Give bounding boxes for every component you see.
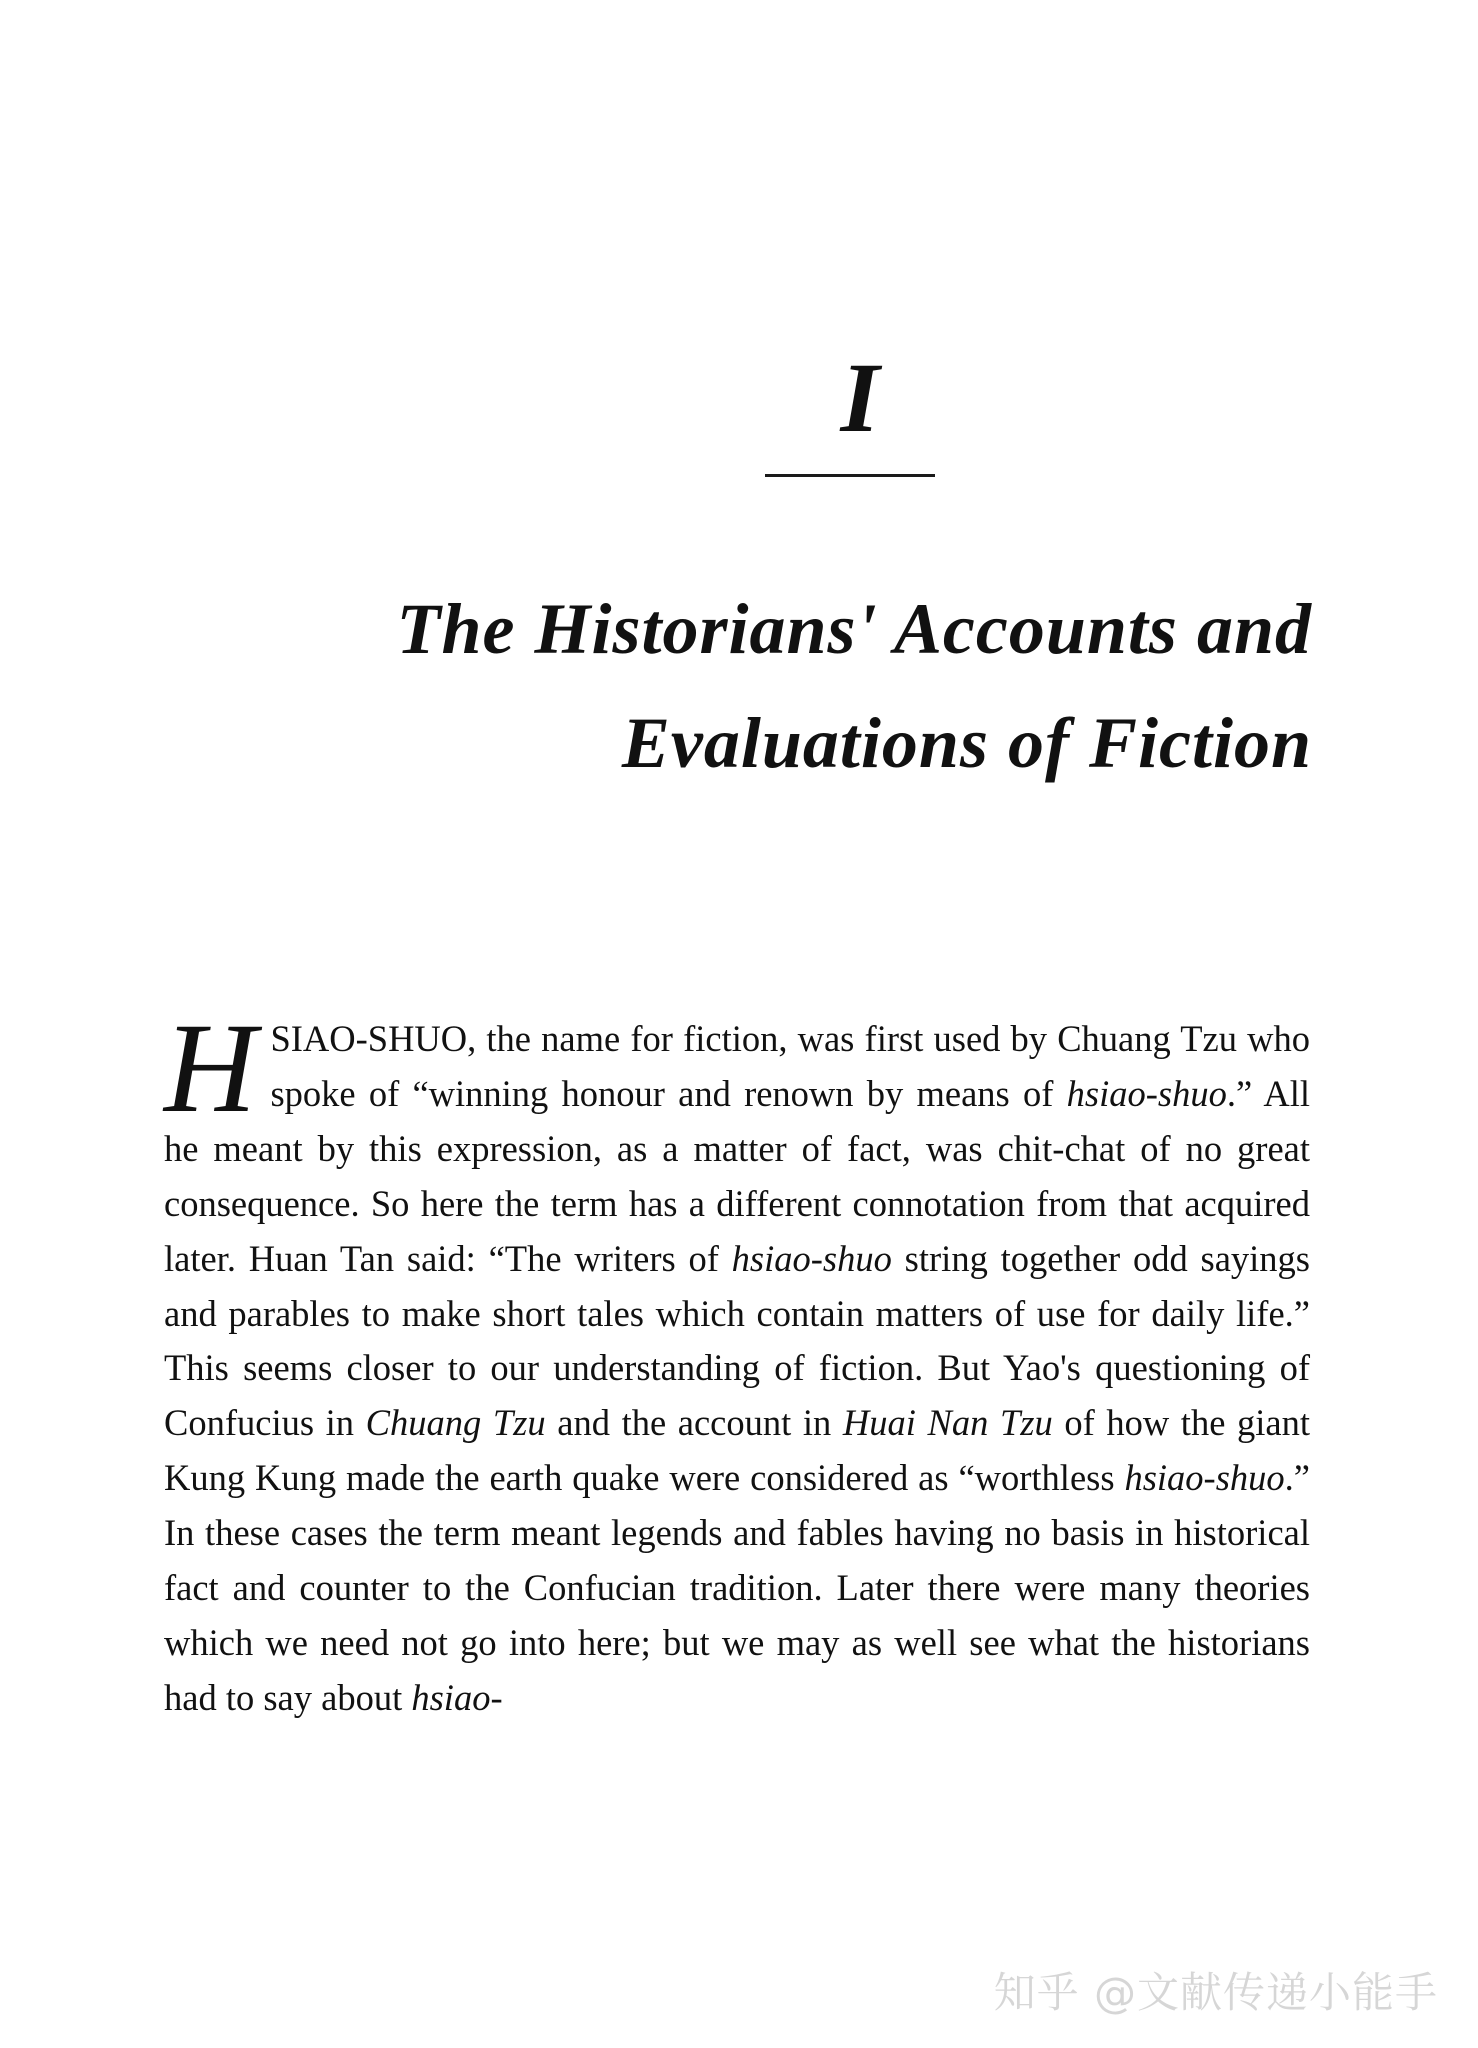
italic-term: hsiao- bbox=[411, 1676, 503, 1718]
body-paragraph bbox=[164, 997, 1311, 1726]
text-segment: SIAO-SHUO, the name for fiction, was first used by Chuang Tzu who spoke of “winning honour and renown by means of bbox=[270, 1018, 1310, 1114]
chapter-number: I bbox=[840, 342, 880, 453]
watermark-text: 知乎 @文献传递小能手 bbox=[993, 1968, 1438, 2017]
chapter-title bbox=[300, 572, 1312, 800]
italic-term: hsiao-shuo bbox=[1124, 1457, 1285, 1499]
chapter-title-line-1: The Historians' Accounts and bbox=[396, 589, 1312, 669]
italic-term: hsiao-shuo bbox=[1066, 1072, 1227, 1114]
italic-term: hsiao-shuo bbox=[731, 1237, 892, 1279]
text-segment: string together odd sayings and parables to make short tales which contain matters of use for daily life.” This seems closer to our understanding of fiction. But Yao's questioning of Confucius in bbox=[164, 1237, 1310, 1444]
drop-cap: H bbox=[164, 997, 257, 1139]
italic-title: Chuang Tzu bbox=[365, 1402, 546, 1444]
chapter-divider bbox=[765, 474, 935, 477]
chapter-title-line-2: Evaluations of Fiction bbox=[621, 703, 1312, 783]
text-segment: of how the giant Kung Kung made the earth quake were considered as “worthless bbox=[164, 1402, 1310, 1499]
text-segment: and the account in bbox=[545, 1402, 843, 1444]
text-segment: .” In these cases the term meant legends and fables having no basis in historical fact and counter to the Confucian tradition. Later there were many theories which we need not go into here; but we may as well see what the historians had to say about bbox=[164, 1457, 1310, 1718]
text-segment: .” All he meant by this expression, as a matter of fact, was chit-chat of no great consequence. So here the term has a different connotation from that acquired later. Huan Tan said: “The writers of bbox=[164, 1072, 1311, 1279]
italic-title: Huai Nan Tzu bbox=[842, 1402, 1053, 1444]
